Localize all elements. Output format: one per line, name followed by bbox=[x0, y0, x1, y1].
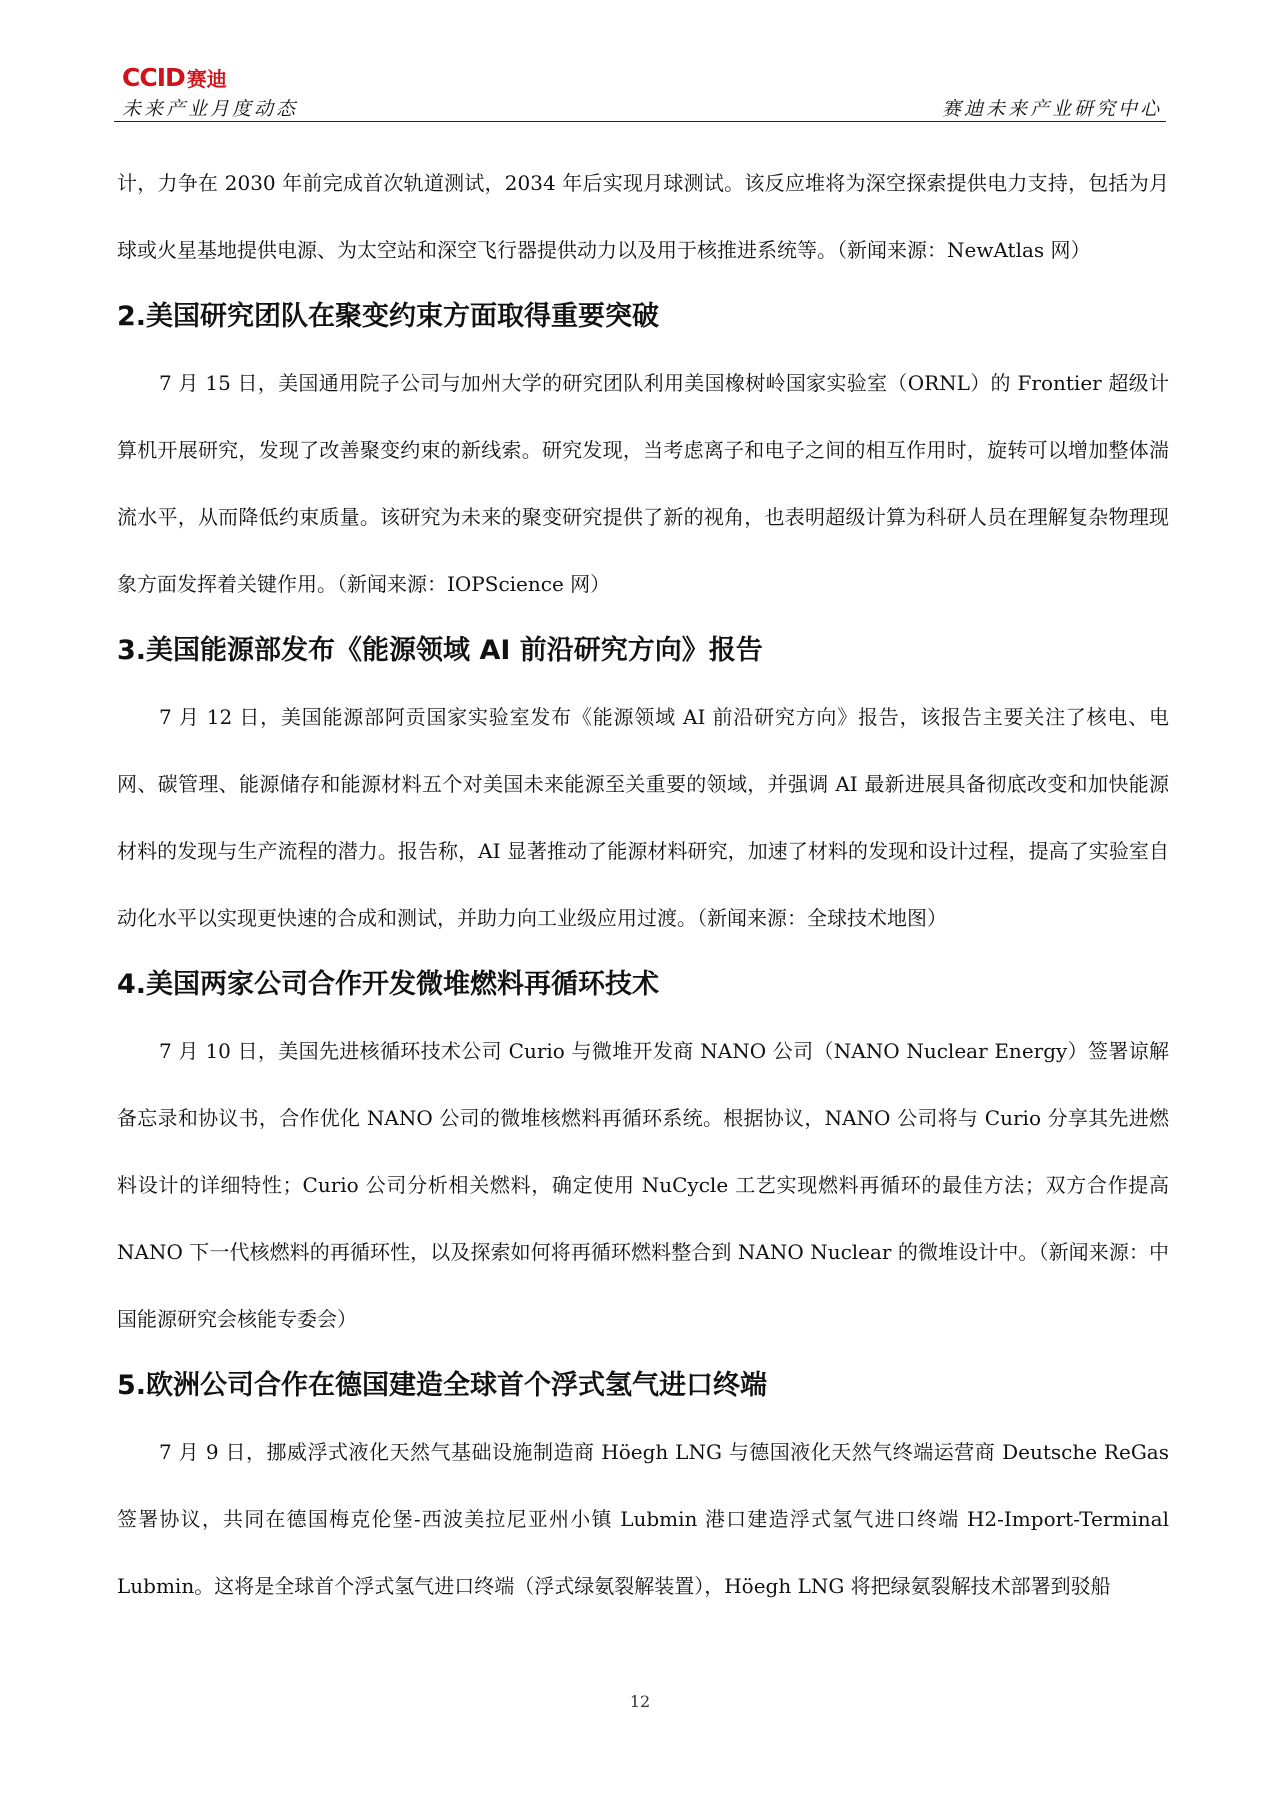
header-left-title: 未来产业月度动态 bbox=[122, 98, 299, 120]
section-heading-4: 4.美国两家公司合作开发微堆燃料再循环技术 bbox=[117, 969, 660, 1000]
section-heading-5: 5.欧洲公司合作在德国建造全球首个浮式氢气进口终端 bbox=[117, 1370, 768, 1401]
logo-brand-text: CCID bbox=[122, 62, 185, 92]
section-heading-2: 2.美国研究团队在聚变约束方面取得重要突破 bbox=[117, 301, 660, 332]
logo-sub-text: 赛迪 bbox=[186, 66, 227, 91]
page-number: 12 bbox=[629, 1692, 651, 1711]
article-body bbox=[117, 150, 1169, 1620]
paragraph-section-3: 7 月 12 日，美国能源部阿贡国家实验室发布《能源领域 AI 前沿研究方向》报告，该报告主要关注了核电、电网、碳管理、能源储存和能源材料五个对美国未来能源至关重要的领域，并强调 AI 最新进展具备彻底改变和加快能源材料的发现与生产流程的潜力。报告称，AI 显著推动了能源材料研究，加速了材料的发现和设计过程，提高了实验室自动化水平以实现更快速的合成和测试，并助力向工业级应用过渡。（新闻来源：全球技术地图） bbox=[117, 705, 1169, 930]
paragraph-continued: 计，力争在 2030 年前完成首次轨道测试，2034 年后实现月球测试。该反应堆将为深空探索提供电力支持，包括为月球或火星基地提供电源、为太空站和深空飞行器提供动力以及用于核推进系统等。（新闻来源：NewAtlas 网） bbox=[117, 171, 1169, 262]
paragraph-section-5: 7 月 9 日，挪威浮式液化天然气基础设施制造商 Höegh LNG 与德国液化天然气终端运营商 Deutsche ReGas 签署协议，共同在德国梅克伦堡-西波美拉尼亚州小镇 Lubmin 港口建造浮式氢气进口终端 H2-Import-Terminal Lubmin。这将是全球首个浮式氢气进口终端（浮式绿氨裂解装置），Höegh LNG 将把绿氨裂解技术部署到驳船 bbox=[117, 1440, 1169, 1598]
page-header bbox=[114, 56, 1166, 122]
paragraph-section-4: 7 月 10 日，美国先进核循环技术公司 Curio 与微堆开发商 NANO 公司（NANO Nuclear Energy）签署谅解备忘录和协议书，合作优化 NANO 公司的微堆核燃料再循环系统。根据协议，NANO 公司将与 Curio 分享其先进燃料设计的详细特性；Curio 公司分析相关燃料，确定使用 NuCycle 工艺实现燃料再循环的最佳方法；双方合作提高 NANO 下一代核燃料的再循环性，以及探索如何将再循环燃料整合到 NANO Nuclear 的微堆设计中。（新闻来源：中国能源研究会核能专委会） bbox=[117, 1039, 1169, 1331]
header-divider bbox=[114, 121, 1166, 122]
section-heading-3: 3.美国能源部发布《能源领域 AI 前沿研究方向》报告 bbox=[117, 635, 763, 666]
ccid-logo bbox=[122, 62, 227, 92]
paragraph-section-2: 7 月 15 日，美国通用院子公司与加州大学的研究团队利用美国橡树岭国家实验室（ORNL）的 Frontier 超级计算机开展研究，发现了改善聚变约束的新线索。研究发现，当考虑离子和电子之间的相互作用时，旋转可以增加整体湍流水平，从而降低约束质量。该研究为未来的聚变研究提供了新的视角，也表明超级计算为科研人员在理解复杂物理现象方面发挥着关键作用。（新闻来源：IOPScience 网） bbox=[117, 371, 1169, 596]
header-right-title: 赛迪未来产业研究中心 bbox=[941, 98, 1162, 120]
